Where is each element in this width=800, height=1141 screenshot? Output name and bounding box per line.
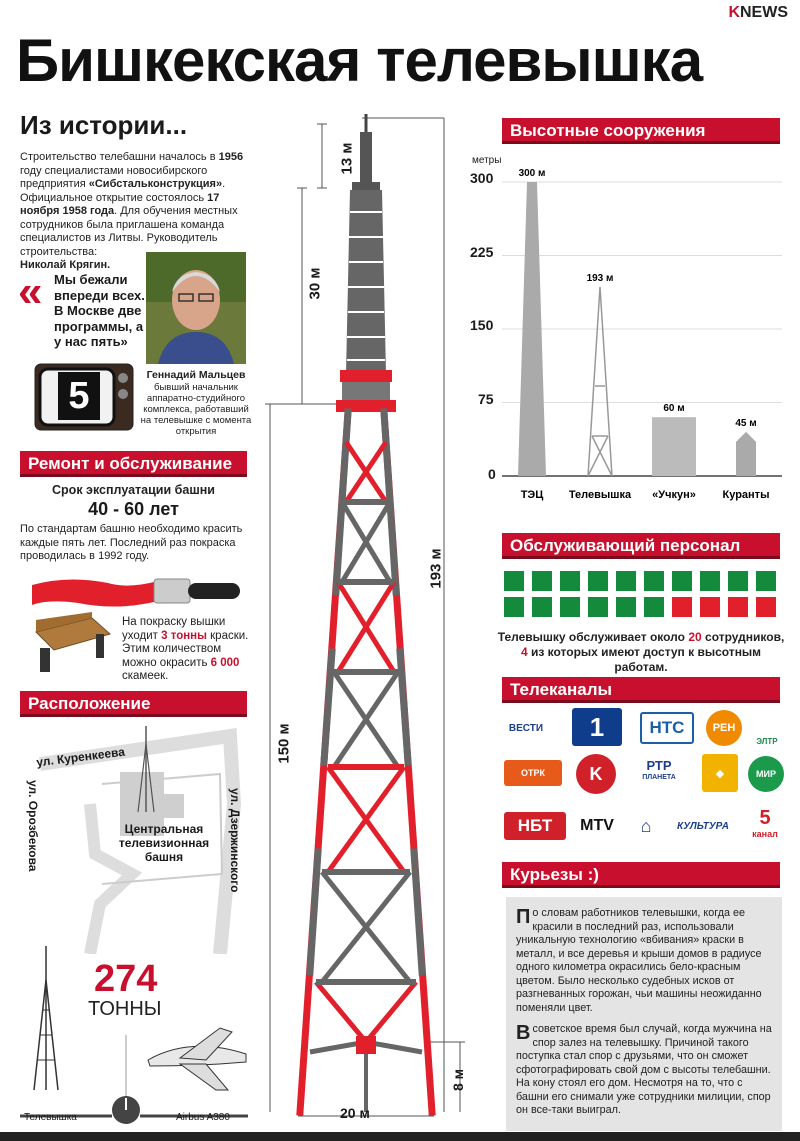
curios-p2: В советское время был случай, когда мужчина на спор залез на телевышку. Причиной такого поступка стал спор с друзьями, что он сможет сфотографировать свой дом с высоты телебашни. На кону стоял его дом. Несмотря на то, что с башни его снимали уже сотрудники милиции, спор он все-таки выиграл. (516, 1022, 772, 1116)
heights-chart (502, 160, 792, 520)
lifetime-label: Срок эксплуатации башни (52, 483, 215, 497)
page-title: Бишкекская телевышка (16, 27, 703, 94)
dim-base-width: 20 м (340, 1105, 370, 1121)
staff-grid (504, 571, 774, 619)
weight-right-label: Airbus A380 (176, 1112, 230, 1123)
footer-bar (0, 1132, 800, 1141)
dim-top: 13 м (338, 142, 356, 175)
staff-square (672, 571, 692, 591)
history-text: Строительство телебашни началось в 1956 году специалистами новосибирского предприятия «Сибстальконструкция». Официальное открытие состоялось 17 ноября 1958 года. Для обучения местных сотрудников была приглашена команда специалистов из Литвы. Руководитель строительства: Николай Крягин. (20, 151, 244, 271)
y-tick-300: 300 (470, 170, 494, 186)
lifetime-value: 40 - 60 лет (88, 499, 179, 519)
person-name: Геннадий Мальцев (146, 369, 246, 381)
weight-value: 274 (94, 958, 158, 1000)
paintbrush-icon (28, 575, 243, 611)
repair-heading: Ремонт и обслуживание (20, 451, 247, 477)
staff-text: Телевышку обслуживает около 20 сотрудников, 4 из которых имеют доступ к высотным работам. (497, 630, 785, 674)
location-heading: Расположение (20, 691, 247, 717)
y-tick-150: 150 (470, 317, 494, 333)
staff-square (700, 597, 720, 617)
staff-square (532, 571, 552, 591)
staff-square (588, 571, 608, 591)
staff-square (504, 597, 524, 617)
channels-heading: Телеканалы (502, 677, 780, 703)
height-value-label: 193 м (586, 272, 614, 284)
height-value-label: 300 м (518, 168, 546, 179)
staff-square (560, 597, 580, 617)
staff-square (700, 571, 720, 591)
staff-square (672, 597, 692, 617)
staff-square (616, 571, 636, 591)
staff-square (644, 597, 664, 617)
quote-text: Мы бежали впереди всех. В Москве две программы, а у нас пять» (54, 272, 145, 349)
channel-mir: МИР (748, 756, 784, 792)
channel-ren: РЕН (706, 710, 742, 746)
paint-amount-text: На покраску вышки уходит 3 тонны краски. Этим количеством можно окрасить 6 000 скамеек. (122, 616, 249, 682)
channel-vesti: ВЕСТИ (508, 722, 544, 734)
height-category-label: ТЭЦ (520, 489, 544, 501)
staff-square (504, 571, 524, 591)
channel-rtr: РТР ПЛАНЕТА (642, 758, 676, 781)
tower-building-label: Центральная телевизионная башня (118, 822, 210, 864)
quote-mark-icon: « (18, 267, 43, 316)
weight-unit: ТОННЫ (88, 998, 162, 1020)
y-tick-0: 0 (488, 466, 496, 482)
street-top: ул. Куренкеева (35, 744, 126, 770)
channel-k: K (576, 754, 616, 794)
knews-logo: KNEWS (728, 4, 788, 21)
channel-nbt: НБТ (504, 812, 566, 840)
tv-channel-digit: 5 (58, 372, 100, 420)
channel-nts: НТС (640, 712, 694, 744)
dim-total: 193 м (427, 548, 445, 589)
staff-square (756, 597, 776, 617)
street-right: ул. Дзержинского (228, 788, 242, 893)
channel-kultura: КУЛЬТУРА (677, 820, 729, 832)
channel-ktr-icon: ◆ (702, 754, 738, 792)
staff-square (728, 597, 748, 617)
heights-unit: метры (472, 155, 502, 166)
dim-base-height: 8 м (450, 1068, 467, 1092)
channel-eltr: ЭЛТР (756, 737, 778, 746)
paint-text: По стандартам башню необходимо красить каждые пять лет. Последний раз покраска проводилась в 1992 году. (20, 523, 243, 562)
channel-otrk: ОТРК (504, 760, 562, 786)
staff-heading: Обслуживающий персонал (502, 533, 780, 559)
staff-square (644, 571, 664, 591)
y-tick-75: 75 (478, 391, 494, 407)
curios-p1: По словам работников телевышки, когда ее красили в последний раз, использовали уникальную технологию «вбивания» краски в металл, и все деревья и крыши домов в радиусе одного километра окрасились бело-красным цветом. Было несколько судебных исков от разгневанных горожан, чьи машины неожиданно поменяли цвет. (516, 906, 762, 1014)
staff-square (756, 571, 776, 591)
height-bar-2 (588, 287, 612, 476)
person-desc: бывший начальник аппаратно-студийного комплекса, работавший на телевышке с момента открытия (140, 382, 252, 437)
channel-mtv: MTV (580, 817, 614, 834)
bench-icon (30, 612, 115, 674)
staff-square (532, 597, 552, 617)
channel-first: 1 (572, 708, 622, 746)
channel-five: 5 канал (752, 807, 778, 839)
staff-square (728, 571, 748, 591)
height-bar-4 (736, 432, 756, 476)
y-tick-225: 225 (470, 244, 494, 260)
height-category-label: «Учкун» (652, 489, 696, 501)
history-heading: Из истории... (20, 110, 188, 140)
dim-lower: 150 м (275, 723, 293, 764)
tower-drawing (262, 112, 484, 1122)
street-left: ул. Орозбекова (26, 780, 40, 872)
height-bar-3 (652, 417, 696, 476)
height-value-label: 45 м (735, 417, 757, 429)
curios-box (506, 897, 782, 1131)
staff-square (588, 597, 608, 617)
channel-house-icon: ⌂ (640, 815, 652, 836)
height-value-label: 60 м (663, 403, 685, 415)
dim-upper: 30 м (306, 267, 324, 300)
weight-left-label: Телевышка (24, 1112, 77, 1123)
person-photo (146, 252, 246, 364)
heights-heading: Высотные сооружения (502, 118, 780, 144)
height-category-label: Телевышка (568, 489, 632, 501)
staff-square (560, 571, 580, 591)
height-category-label: Куранты (722, 489, 770, 501)
curios-heading: Курьезы :) (502, 862, 780, 888)
staff-square (616, 597, 636, 617)
